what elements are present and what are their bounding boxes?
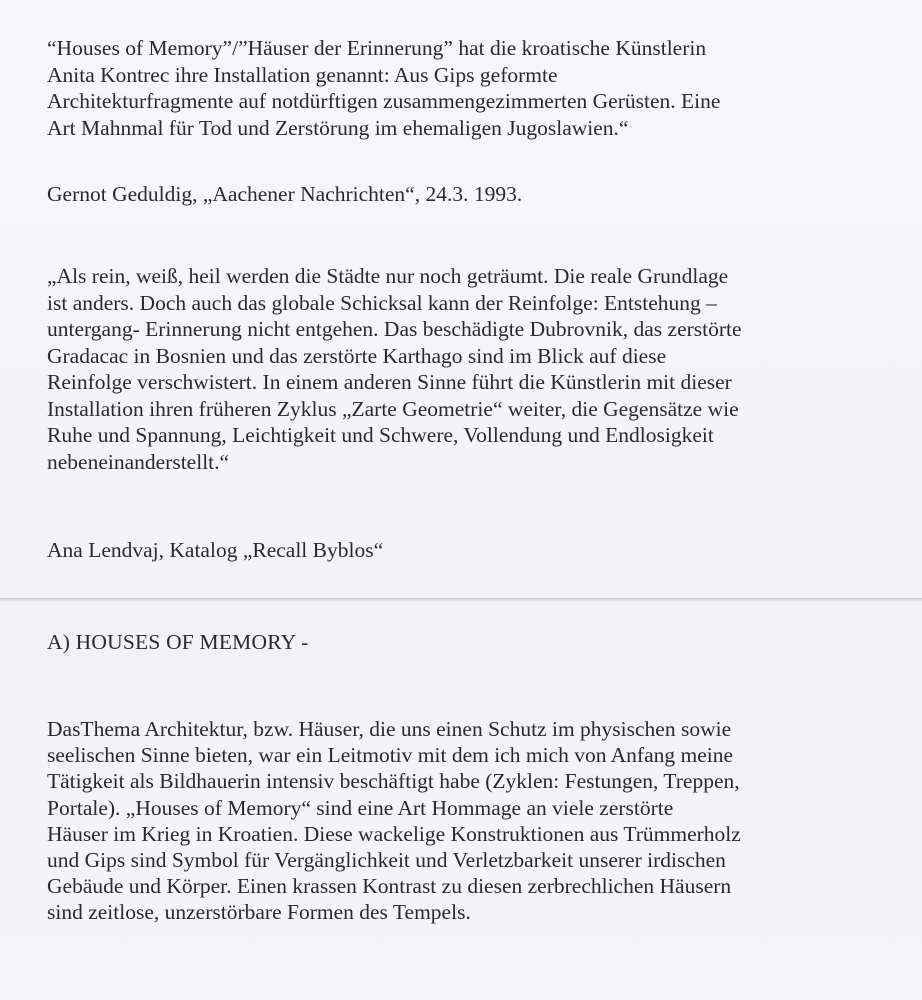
quote-1-line: Art Mahnmal für Tod und Zerstörung im ehemaligen Jugoslawien.“ bbox=[47, 115, 629, 140]
quote-2-line: Ruhe und Spannung, Leichtigkeit und Schwere, Vollendung und Endlosigkeit bbox=[47, 423, 714, 447]
section-body-line: Häuser im Krieg in Kroatien. Diese wackelige Konstruktionen aus Trümmerholz bbox=[47, 821, 741, 846]
quote-1-line: Anita Kontrec ihre Installation genannt: Aus Gips geformte bbox=[47, 62, 558, 87]
section-body-line: Gebäude und Körper. Einen krassen Kontrast zu diesen zerbrechlichen Häusern bbox=[47, 874, 732, 899]
section-body-line: und Gips sind Symbol für Vergänglichkeit und Verletzbarkeit unserer irdischen bbox=[47, 848, 726, 873]
quote-1 bbox=[47, 35, 877, 141]
section-body-line: Tätigkeit als Bildhauerin intensiv beschäftigt habe (Zyklen: Festungen, Treppen, bbox=[47, 769, 740, 794]
quote-2-line: Reinfolge verschwistert. In einem anderen Sinne führt die Künstlerin mit dieser bbox=[47, 370, 732, 394]
quote-2-line: nebeneinanderstellt.“ bbox=[47, 449, 230, 474]
section-heading: A) HOUSES OF MEMORY - bbox=[47, 630, 309, 654]
quote-1-line: “Houses of Memory”/”Häuser der Erinnerung” hat die kroatische Künstlerin bbox=[47, 36, 707, 60]
quote-2-line: „Als rein, weiß, heil werden die Städte nur noch geträumt. Die reale Grundlage bbox=[47, 264, 729, 288]
quote-1-line: Architekturfragmente auf notdürftigen zusammengezimmerten Gerüsten. Eine bbox=[47, 89, 721, 113]
section-body-line: Portale). „Houses of Memory“ sind eine Art Hommage an viele zerstörte bbox=[47, 795, 674, 820]
section-body-line: DasThema Architektur, bzw. Häuser, die uns einen Schutz im physischen sowie bbox=[47, 717, 732, 741]
quote-2-line: Gradacac in Bosnien und das zerstörte Karthago sind im Blick auf diese bbox=[47, 343, 667, 368]
quote-2 bbox=[47, 263, 877, 475]
quote-2-line: untergang- Erinnerung nicht entgehen. Das beschädigte Dubrovnik, das zerstörte bbox=[47, 317, 742, 341]
quote-2-line: ist anders. Doch auch das globale Schicksal kann der Reinfolge: Entstehung – bbox=[47, 290, 717, 315]
section-body-line: seelischen Sinne bieten, war ein Leitmotiv mit dem ich mich von Anfang meine bbox=[47, 743, 734, 768]
quote-2-line: Installation ihren früheren Zyklus „Zarte Geometrie“ weiter, die Gegensätze wie bbox=[47, 396, 739, 421]
section-body-line: sind zeitlose, unzerstörbare Formen des Tempels. bbox=[47, 900, 471, 925]
quote-2-source: Ana Lendvaj, Katalog „Recall Byblos“ bbox=[47, 538, 384, 562]
section-body bbox=[47, 716, 877, 926]
quote-1-source: Gernot Geduldig, „Aachener Nachrichten“, 24.3. 1993. bbox=[47, 182, 523, 206]
